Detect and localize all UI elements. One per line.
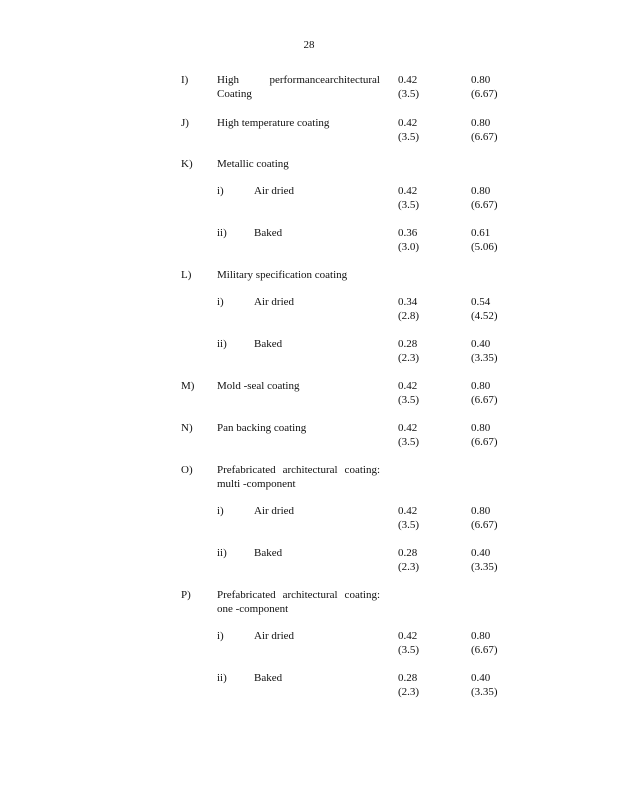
limit-value-a <box>398 184 419 212</box>
limit-value-a <box>398 337 419 365</box>
item-description <box>217 157 382 171</box>
item-row <box>0 116 618 146</box>
sub-item-description <box>254 295 294 309</box>
item-label: O) <box>181 464 193 476</box>
description-line: multi -component <box>217 478 296 490</box>
item-label: J) <box>181 117 189 129</box>
limit-value-b <box>471 629 498 657</box>
value-text: (6.67) <box>471 199 498 211</box>
sub-item-label: ii) <box>217 547 227 559</box>
description-line: Baked <box>254 227 283 239</box>
item-row <box>0 379 618 409</box>
item-description <box>217 379 382 393</box>
value-text: (6.67) <box>471 394 498 406</box>
item-description <box>217 421 382 435</box>
limit-value-a <box>398 504 419 532</box>
value-text: 0.42 <box>398 630 418 642</box>
sub-item-row <box>0 337 618 367</box>
description-line: Baked <box>254 547 283 559</box>
description-line: Baked <box>254 338 283 350</box>
limit-value-b <box>471 379 498 407</box>
value-text: 0.40 <box>471 672 491 684</box>
value-text: (3.5) <box>398 519 420 531</box>
item-label: L) <box>181 269 192 281</box>
description-line: Pan backing coating <box>217 422 307 434</box>
limit-value-a <box>398 629 419 657</box>
item-label: I) <box>181 74 189 86</box>
value-text: (3.35) <box>471 561 498 573</box>
limit-value-a <box>398 546 419 574</box>
value-text: 0.28 <box>398 672 418 684</box>
description-line: Baked <box>254 672 283 684</box>
value-text: 0.28 <box>398 547 418 559</box>
sub-item-label: i) <box>217 630 224 642</box>
value-text: (2.8) <box>398 310 420 322</box>
value-text: (6.67) <box>471 519 498 531</box>
value-text: (2.3) <box>398 561 420 573</box>
value-text: (6.67) <box>471 644 498 656</box>
value-text: (3.5) <box>398 199 420 211</box>
description-line: Prefabricated architectural coating: <box>217 464 380 476</box>
value-text: (6.67) <box>471 131 498 143</box>
value-text: (3.35) <box>471 686 498 698</box>
description-line: High performancearchitectural <box>217 74 380 86</box>
sub-item-description <box>254 546 282 560</box>
value-text: 0.36 <box>398 227 418 239</box>
value-text: 0.80 <box>471 505 491 517</box>
description-line: Air dried <box>254 505 295 517</box>
value-text: 0.42 <box>398 422 418 434</box>
limit-value-b <box>471 226 498 254</box>
limit-value-a <box>398 379 419 407</box>
item-description <box>217 73 382 101</box>
description-line: Air dried <box>254 185 295 197</box>
value-text: 0.80 <box>471 422 491 434</box>
sub-item-description <box>254 504 294 518</box>
sub-item-description <box>254 629 294 643</box>
limit-value-a <box>398 671 419 699</box>
sub-item-row <box>0 184 618 214</box>
limit-value-a <box>398 73 419 101</box>
value-text: (4.52) <box>471 310 498 322</box>
item-description <box>217 463 382 491</box>
value-text: (3.35) <box>471 352 498 364</box>
value-text: 0.42 <box>398 505 418 517</box>
value-text: (3.5) <box>398 131 420 143</box>
value-text: 0.42 <box>398 380 418 392</box>
sub-item-description <box>254 226 282 240</box>
item-label: N) <box>181 422 193 434</box>
limit-value-b <box>471 73 498 101</box>
limit-value-b <box>471 504 498 532</box>
sub-item-row <box>0 546 618 576</box>
sub-item-row <box>0 671 618 701</box>
description-line: Air dried <box>254 296 295 308</box>
item-description <box>217 588 382 616</box>
item-description <box>217 116 382 130</box>
limit-value-a <box>398 116 419 144</box>
value-text: 0.28 <box>398 338 418 350</box>
value-text: 0.80 <box>471 630 491 642</box>
item-label: M) <box>181 380 195 392</box>
sub-item-row <box>0 226 618 256</box>
limit-value-b <box>471 671 498 699</box>
description-line: one -component <box>217 603 289 615</box>
sub-item-label: ii) <box>217 338 227 350</box>
item-description <box>217 268 382 282</box>
description-line: High temperature coating <box>217 117 330 129</box>
limit-value-b <box>471 546 498 574</box>
limit-value-b <box>471 421 498 449</box>
limit-value-a <box>398 421 419 449</box>
item-row <box>0 588 618 618</box>
item-label: K) <box>181 158 193 170</box>
page-number: 28 <box>303 39 315 51</box>
limit-value-a <box>398 295 419 323</box>
value-text: (6.67) <box>471 88 498 100</box>
value-text: 0.40 <box>471 547 491 559</box>
value-text: 0.80 <box>471 185 491 197</box>
sub-item-label: ii) <box>217 227 227 239</box>
sub-item-description <box>254 337 282 351</box>
limit-value-a <box>398 226 419 254</box>
item-row <box>0 73 618 103</box>
limit-value-b <box>471 184 498 212</box>
item-row <box>0 157 618 187</box>
item-row <box>0 421 618 451</box>
value-text: 0.80 <box>471 74 491 86</box>
value-text: (2.3) <box>398 352 420 364</box>
sub-item-label: i) <box>217 505 224 517</box>
sub-item-description <box>254 671 282 685</box>
sub-item-row <box>0 504 618 534</box>
description-line: Military specification coating <box>217 269 348 281</box>
limit-value-b <box>471 337 498 365</box>
value-text: (3.5) <box>398 436 420 448</box>
item-row <box>0 463 618 493</box>
sub-item-row <box>0 629 618 659</box>
limit-value-b <box>471 116 498 144</box>
value-text: 0.42 <box>398 117 418 129</box>
value-text: (3.5) <box>398 88 420 100</box>
limit-value-b <box>471 295 498 323</box>
value-text: (5.06) <box>471 241 498 253</box>
sub-item-label: i) <box>217 185 224 197</box>
description-line: Air dried <box>254 630 295 642</box>
value-text: 0.80 <box>471 117 491 129</box>
description-line: Mold -seal coating <box>217 380 300 392</box>
value-text: (2.3) <box>398 686 420 698</box>
value-text: (3.0) <box>398 241 420 253</box>
value-text: (3.5) <box>398 644 420 656</box>
sub-item-label: ii) <box>217 672 227 684</box>
value-text: 0.42 <box>398 74 418 86</box>
value-text: (6.67) <box>471 436 498 448</box>
value-text: 0.34 <box>398 296 418 308</box>
value-text: 0.42 <box>398 185 418 197</box>
item-row <box>0 268 618 298</box>
sub-item-row <box>0 295 618 325</box>
value-text: 0.61 <box>471 227 491 239</box>
description-line: Coating <box>217 88 252 100</box>
value-text: 0.54 <box>471 296 491 308</box>
sub-item-label: i) <box>217 296 224 308</box>
value-text: (3.5) <box>398 394 420 406</box>
description-line: Prefabricated architectural coating: <box>217 589 380 601</box>
sub-item-description <box>254 184 294 198</box>
item-label: P) <box>181 589 191 601</box>
value-text: 0.40 <box>471 338 491 350</box>
value-text: 0.80 <box>471 380 491 392</box>
description-line: Metallic coating <box>217 158 289 170</box>
